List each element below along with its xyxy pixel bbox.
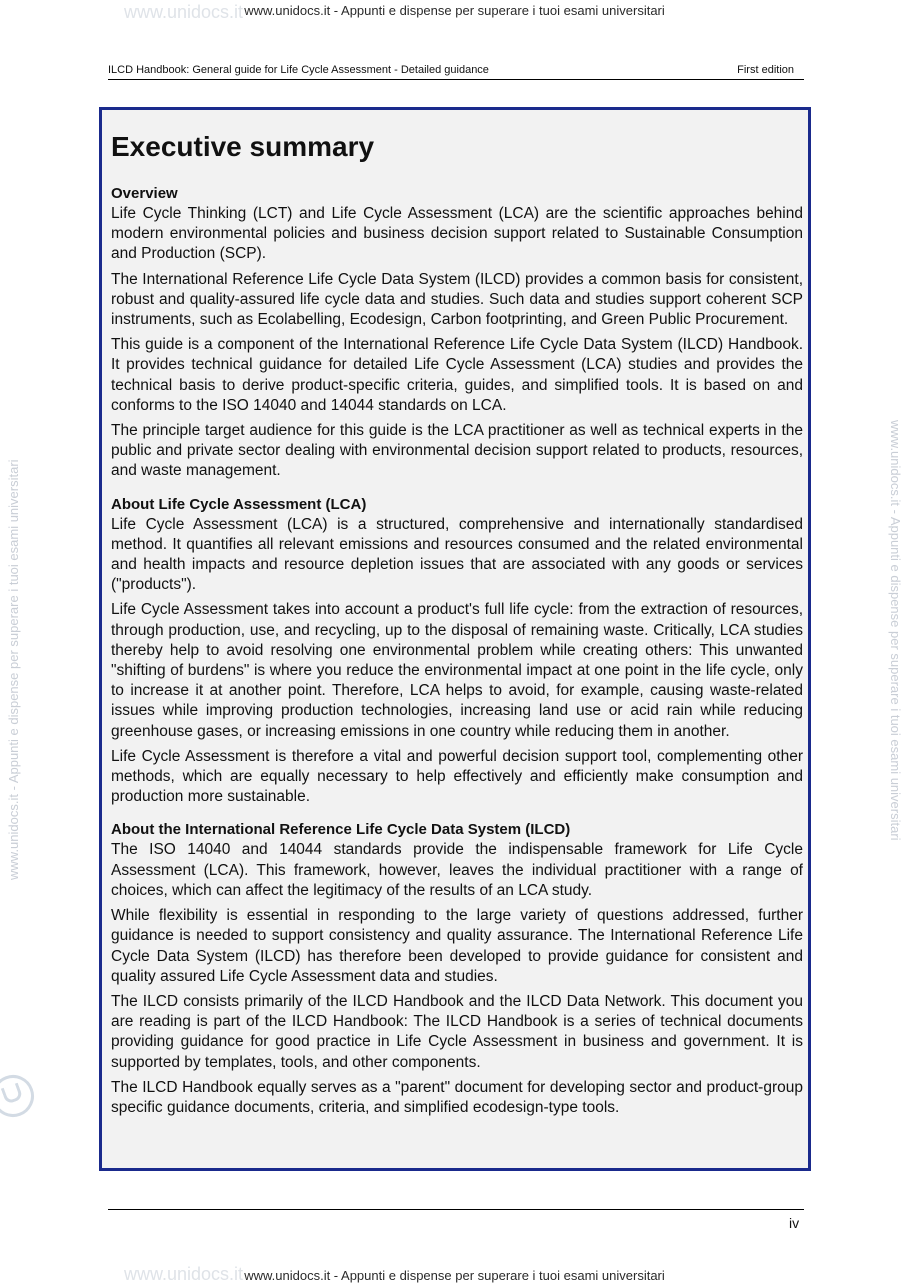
watermark-bottom: www.unidocs.it - Appunti e dispense per superare i tuoi esami universitari bbox=[244, 1268, 665, 1283]
header-title: ILCD Handbook: General guide for Life Cycle Assessment - Detailed guidance bbox=[108, 64, 489, 76]
watermark-top: www.unidocs.it - Appunti e dispense per superare i tuoi esami universitari bbox=[244, 3, 665, 18]
overview-paragraph: The principle target audience for this guide is the LCA practitioner as well as technical experts in the public and private sector dealing with environmental decision support related to products, resources, and waste management. bbox=[111, 422, 803, 480]
overview-paragraph: The International Reference Life Cycle Data System (ILCD) provides a common basis for consistent, robust and quality-assured life cycle data and studies. Such data and studies support coherent SCP instruments, such as Ecolabelling, Ecodesign, Carbon footprinting, and Green Public Procurement. bbox=[111, 270, 803, 329]
overview-paragraph: This guide is a component of the International Reference Life Cycle Data System (ILCD) Handbook. It provides technical guidance for detailed Life Cycle Assessment (LCA) studies and provides the technical basis to derive product-specific criteria, guides, and simplified tools. It is based on and conforms to the ISO 14040 and 14044 standards on LCA. bbox=[111, 336, 803, 414]
watermark-faint-bottom-left: www.unidocs.it bbox=[124, 1264, 244, 1284]
about-ilcd-paragraph: The ILCD Handbook equally serves as a "parent" document for developing sector and product-group specific guidance documents, criteria, and simplified ecodesign-type tools. bbox=[111, 1078, 803, 1116]
overview-paragraph: Life Cycle Thinking (LCT) and Life Cycle Assessment (LCA) are the scientific approaches behind modern environmental policies and business decision support related to Sustainable Consumption and Production (SCP). bbox=[111, 205, 803, 263]
header-edition: First edition bbox=[737, 64, 794, 76]
section-heading-about-lca: About Life Cycle Assessment (LCA) bbox=[111, 495, 367, 513]
about-lca-paragraph: Life Cycle Assessment takes into account a product's full life cycle: from the extraction of resources, through production, use, and recycling, up to the disposal of remaining waste. Critically, LCA studies thereby help to avoid resolving one environmental problem while creating others: This unwanted "shifting of burdens" is where you reduce the environmental impact at one point in the life cycle, only to increase it at another point. Therefore, LCA helps to avoid, for example, causing waste-related issues while improving production technologies, increasing land use or acid rain while reducing greenhouse gases, or increasing emissions in one country while reducing them in another. bbox=[111, 601, 803, 740]
section-heading-about-ilcd: About the International Reference Life Cycle Data System (ILCD) bbox=[111, 821, 571, 839]
running-header bbox=[108, 63, 804, 80]
page-number: iv bbox=[789, 1215, 800, 1231]
summary-title: Executive summary bbox=[111, 131, 375, 162]
about-ilcd-paragraph: The ILCD consists primarily of the ILCD Handbook and the ILCD Data Network. This document you are reading is part of the ILCD Handbook: The ILCD Handbook is a series of technical documents providing guidance for good practice in Life Cycle Assessment in business and government. It is supported by templates, tools, and other components. bbox=[111, 992, 803, 1071]
watermark-side-left: www.unidocs.it - Appunti e dispense per superare i tuoi esami universitari bbox=[6, 459, 21, 880]
watermark-logo-icon bbox=[0, 1069, 40, 1123]
about-ilcd-paragraph: The ISO 14040 and 14044 standards provide the indispensable framework for Life Cycle Assessment (LCA). This framework, however, leaves the individual practitioner with a range of choices, which can affect the legitimacy of the results of an LCA study. bbox=[111, 841, 803, 899]
watermark-faint-top-left: www.unidocs.it bbox=[124, 2, 244, 22]
executive-summary-box bbox=[99, 107, 811, 1171]
about-lca-paragraph: Life Cycle Assessment is therefore a vital and powerful decision support tool, complementing other methods, which are equally necessary to help effectively and efficiently make consumption and production more sustainable. bbox=[111, 747, 803, 806]
section-heading-overview: Overview bbox=[111, 185, 178, 202]
about-ilcd-paragraph: While flexibility is essential in responding to the large variety of questions addressed, further guidance is needed to support consistency and quality assurance. The International Reference Life Cycle Data System (ILCD) has therefore been developed to provide guidance for consistent and quality assured Life Cycle Assessment data and studies. bbox=[111, 907, 803, 985]
about-lca-paragraph: Life Cycle Assessment (LCA) is a structured, comprehensive and internationally standardised method. It quantifies all relevant emissions and resources consumed and the related environmental and health impacts and resource depletion issues that are associated with any goods or services ("products"). bbox=[111, 515, 803, 594]
watermark-side-right: www.unidocs.it - Appunti e dispense per superare i tuoi esami universitari bbox=[888, 420, 903, 841]
footer-rule bbox=[108, 1209, 804, 1210]
